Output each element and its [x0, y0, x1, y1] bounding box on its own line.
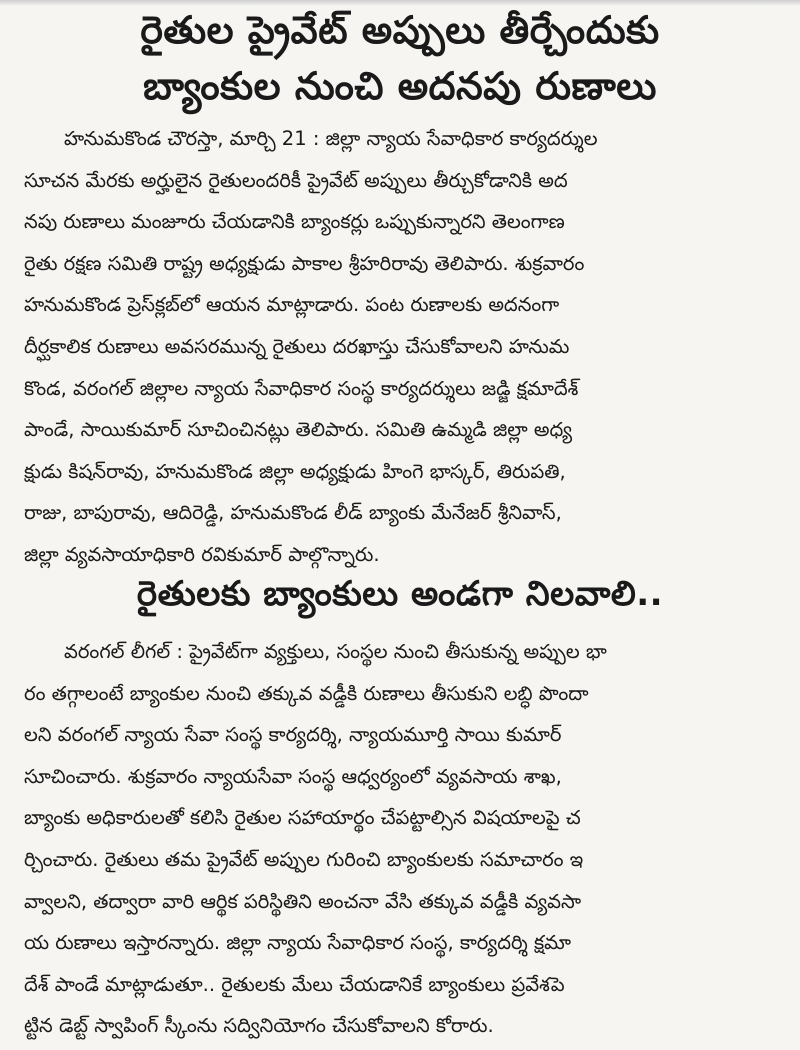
article-line: హనుమకొండ ప్రెస్‌క్లబ్‌లో ఆయన మాట్లాడారు. పంట రుణాలకు అదనంగా — [24, 293, 560, 317]
article-line: దీర్ఘకాలిక రుణాలు అవసరమున్న రైతులు దరఖాస్తు చేసుకోవాలని హనుమ — [24, 334, 570, 358]
article-body-2 — [24, 631, 782, 1047]
article-line: ర్చించారు. రైతులు తమ ప్రైవేట్ అప్పుల గురించి బ్యాంకులకు సమాచారం ఇ — [24, 847, 584, 871]
article-line: నపు రుణాలు మంజూరు చేయడానికి బ్యాంకర్లు ఒప్పుకున్నారని తెలంగాణ — [24, 210, 565, 234]
article-line: క్షుడు కిషన్‌రావు, హనుమకొండ జిల్లా అధ్యక్షుడు హింగె భాస్కర్, తిరుపతి, — [24, 459, 566, 483]
article-line: జిల్లా వ్యవసాయాధికారి రవికుమార్ పాల్గొన్నారు. — [24, 542, 380, 566]
article-line: రాజు, బాపురావు, ఆదిరెడ్డి, హనుమకొండ లీడ్ బ్యాంకు మేనేజర్ శ్రీనివాస్, — [24, 501, 562, 525]
main-headline-line-1: రైతుల ప్రైవేట్ అప్పులు తీర్చేందుకు — [140, 8, 660, 52]
article-line: సూచన మేరకు అర్హులైన రైతులందరికీ ప్రైవేట్ అప్పులు తీర్చుకోడానికి అద — [24, 168, 568, 192]
article-line: పాండే, సాయికుమార్ సూచించినట్లు తెలిపారు. సమితి ఉమ్మడి జిల్లా అధ్య — [24, 418, 573, 442]
article-line: రైతు రక్షణ సమితి రాష్ట్ర అధ్యక్షుడు పాకాల శ్రీహరిరావు తెలిపారు. శుక్రవారం — [24, 251, 585, 275]
article-line: కొండ, వరంగల్ జిల్లాల న్యాయ సేవాధికార సంస్థ కార్యదర్శులు జడ్జి క్షమాదేశ్ — [24, 376, 579, 400]
article-line: లని వరంగల్ న్యాయ సేవా సంస్థ కార్యదర్శి, న్యాయమూర్తి సాయి కుమార్ — [24, 723, 562, 747]
article-line: రం తగ్గాలంటే బ్యాంకుల నుంచి తక్కువ వడ్డీకి రుణాలు తీసుకుని లబ్ధి పొందా — [24, 681, 589, 705]
article-body-1 — [24, 118, 782, 576]
article-line: సూచించారు. శుక్రవారం న్యాయసేవా సంస్థ ఆధ్వర్యంలో వ్యవసాయ శాఖ, — [24, 764, 562, 788]
clipping-top-edge — [0, 0, 800, 6]
sub-headline: రైతులకు బ్యాంకులు అండగా నిలవాలి.. — [136, 574, 664, 614]
article-line: వరంగల్ లీగల్ : ప్రైవేట్‌గా వ్యక్తులు, సంస్థల నుంచి తీసుకున్న అప్పుల భా — [64, 640, 607, 663]
article-line: బ్యాంకు అధికారులతో కలిసి రైతుల సహాయార్థం చేపట్టాల్సిన విషయాలపై చ — [24, 806, 581, 830]
article-line: ట్టిన డెబ్ట్ స్వాపింగ్ స్కీంను సద్వినియోగం చేసుకోవాలని కోరారు. — [24, 1014, 494, 1038]
article-line: య రుణాలు ఇస్తారన్నారు. జిల్లా న్యాయ సేవాధికార సంస్థ, కార్యదర్శి క్షమా — [24, 931, 572, 955]
article-line: హనుమకొండ చౌరస్తా, మార్చి 21 : జిల్లా న్యాయ సేవాధికార కార్యదర్శుల — [64, 127, 598, 150]
article-line: వ్వాలని, తద్వారా వారి ఆర్థిక పరిస్థితిని అంచనా వేసి తక్కువ వడ్డీకి వ్యవసా — [24, 889, 582, 913]
main-headline-line-2: బ్యాంకుల నుంచి అదనపు రుణాలు — [143, 64, 657, 108]
article-line: దేశ్ పాండే మాట్లాడుతూ.. రైతులకు మేలు చేయడానికే బ్యాంకులు ప్రవేశపె — [24, 972, 565, 996]
